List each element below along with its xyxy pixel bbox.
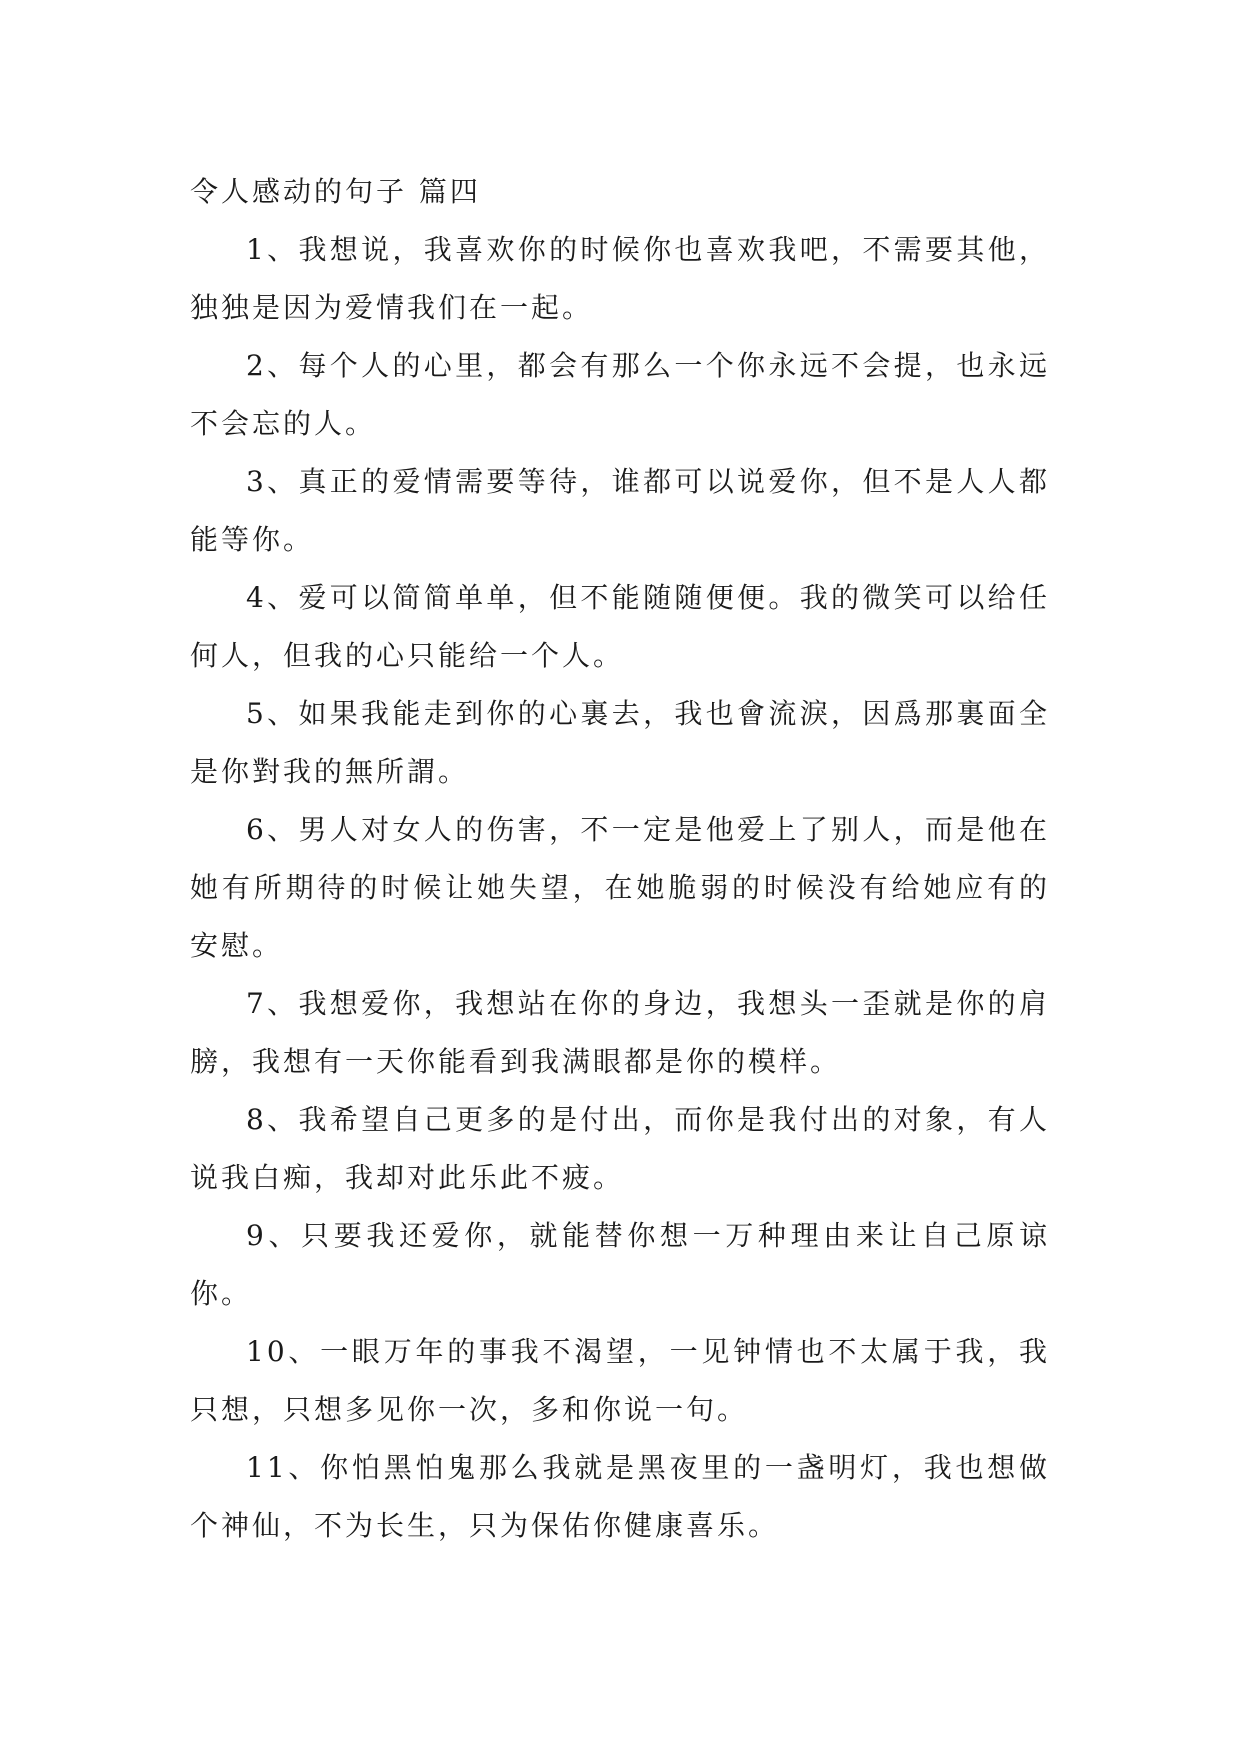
document-body [190,163,1050,1555]
paragraph-7: 7、我想爱你，我想站在你的身边，我想头一歪就是你的肩膀，我想有一天你能看到我满眼都是你的模样。 [190,987,1050,1078]
paragraph-1: 1、我想说，我喜欢你的时候你也喜欢我吧，不需要其他，独独是因为爱情我们在一起。 [190,233,1050,324]
paragraph-5: 5、如果我能走到你的心裏去，我也會流淚，因爲那裏面全是你對我的無所謂。 [190,697,1050,788]
paragraph-6: 6、男人对女人的伤害，不一定是他爱上了别人，而是他在她有所期待的时候让她失望，在她脆弱的时候没有给她应有的安慰。 [190,813,1050,962]
paragraph-10: 10、一眼万年的事我不渴望，一见钟情也不太属于我，我只想，只想多见你一次，多和你说一句。 [190,1335,1050,1426]
paragraph-9: 9、只要我还爱你，就能替你想一万种理由来让自己原谅你。 [190,1219,1050,1310]
paragraph-8: 8、我希望自己更多的是付出，而你是我付出的对象，有人说我白痴，我却对此乐此不疲。 [190,1103,1050,1194]
paragraph-3: 3、真正的爱情需要等待，谁都可以说爱你，但不是人人都能等你。 [190,465,1050,556]
paragraph-2: 2、每个人的心里，都会有那么一个你永远不会提，也永远不会忘的人。 [190,349,1050,440]
document-title: 令人感动的句子 篇四 [190,175,481,208]
paragraph-4: 4、爱可以简简单单，但不能随随便便。我的微笑可以给任何人，但我的心只能给一个人。 [190,581,1050,672]
paragraph-11: 11、你怕黑怕鬼那么我就是黑夜里的一盏明灯，我也想做个神仙，不为长生，只为保佑你健康喜乐。 [190,1451,1050,1542]
